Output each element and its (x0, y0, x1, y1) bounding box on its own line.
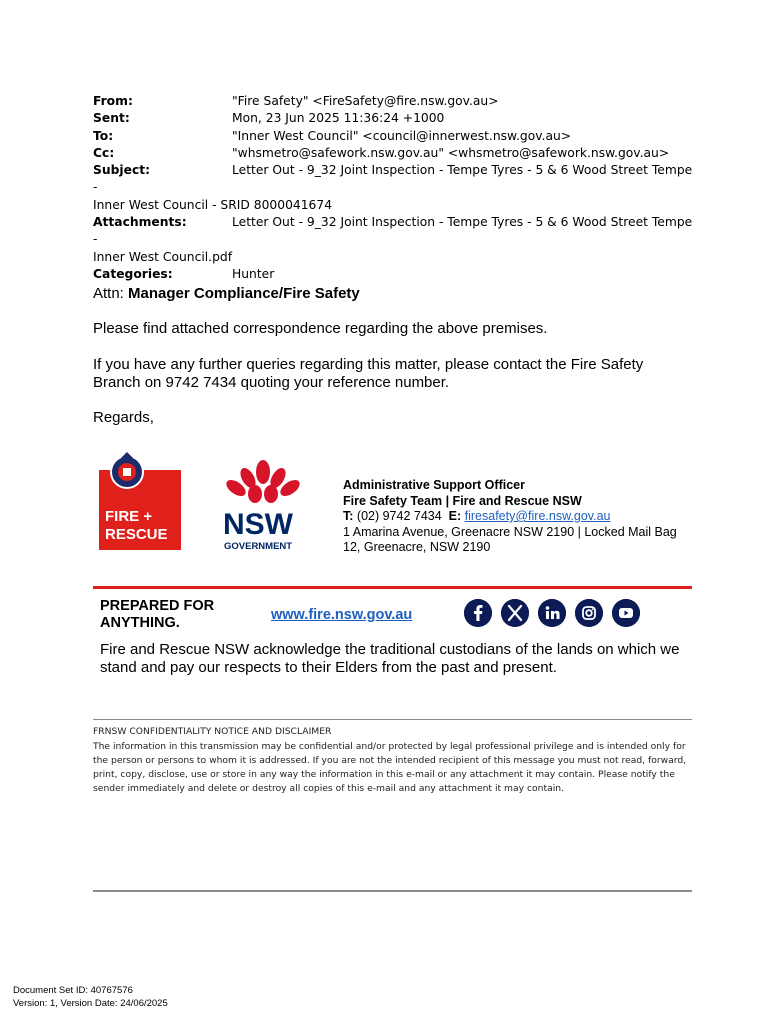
facebook-icon[interactable] (464, 599, 492, 627)
signature-block (343, 478, 688, 556)
fire-rescue-logo (99, 452, 181, 550)
from-row (93, 93, 693, 110)
phone-number: (02) 9742 7434 (356, 509, 442, 523)
attachments-row (93, 214, 693, 266)
sent-row (93, 110, 693, 127)
attachment-link-line1[interactable]: Letter Out - 9_32 Joint Inspection - Tempe Tyres - 5 & 6 Wood Street Tempe - (93, 215, 693, 247)
x-icon[interactable] (501, 599, 529, 627)
cc-value: "whsmetro@safework.nsw.gov.au" <whsmetro@safework.nsw.gov.au> (232, 145, 670, 160)
from-value: "Fire Safety" <FireSafety@fire.nsw.gov.au> (232, 94, 499, 108)
signature-title: Administrative Support Officer (343, 478, 525, 492)
linkedin-icon[interactable] (538, 599, 566, 627)
disclaimer-text: The information in this transmission may be confidential and/or protected by legal professional privilege and is intended only for the person or persons to whom it is addressed. If you are not the intended recipient of this message you must not read, forward, print, copy, disclose, use or store in any way the information in this e-mail or any attachment it may contain. Please notify the sender immediately and delete or destroy all copies of this e-mail and any attachment it may contain. (93, 741, 687, 794)
email-header (93, 93, 693, 283)
to-label: To: (93, 128, 114, 143)
categories-value: Hunter (232, 266, 275, 281)
tagline: PREPARED FOR ANYTHING. (100, 598, 215, 631)
document-version: Version: 1, Version Date: 24/06/2025 (13, 998, 168, 1009)
to-row (93, 128, 693, 145)
grey-divider-top (93, 719, 692, 720)
instagram-icon[interactable] (575, 599, 603, 627)
subject-row (93, 162, 693, 214)
subject-value-line2: Inner West Council - SRID 8000041674 (93, 197, 333, 212)
website-link[interactable]: www.fire.nsw.gov.au (271, 607, 413, 623)
to-value: "Inner West Council" <council@innerwest.nsw.gov.au> (232, 128, 572, 143)
acknowledgement: Fire and Rescue NSW acknowledge the traditional custodians of the lands on which we stand and pay our respects to their Elders from the past and present. (100, 641, 680, 676)
signature-contact (343, 509, 688, 525)
subject-label: Subject: (93, 163, 151, 178)
attachments-label: Attachments: (93, 215, 187, 230)
disclaimer-title: FRNSW CONFIDENTIALITY NOTICE AND DISCLAIMER (93, 726, 332, 737)
subject-value-line1: Letter Out - 9_32 Joint Inspection - Tempe Tyres - 5 & 6 Wood Street Tempe - (93, 163, 693, 195)
signature-team: Fire Safety Team | Fire and Rescue NSW (343, 493, 582, 508)
attn-prefix: Attn: (93, 285, 129, 302)
attachment-link-line2[interactable]: Inner West Council.pdf (93, 249, 233, 264)
nsw-gov-text: GOVERNMENT (224, 541, 293, 552)
regards: Regards, (93, 409, 154, 426)
attn-name: Manager Compliance/Fire Safety (128, 285, 360, 302)
attention-line (93, 285, 360, 302)
signature-address: 1 Amarina Avenue, Greenacre NSW 2190 | Locked Mail Bag 12, Greenacre, NSW 2190 (343, 524, 677, 554)
categories-label: Categories: (93, 266, 173, 281)
from-label: From: (93, 94, 133, 108)
youtube-icon[interactable] (612, 599, 640, 627)
social-links (464, 599, 640, 627)
phone-label: T: (343, 509, 354, 523)
document-set-id: Document Set ID: 40767576 (13, 985, 133, 996)
document-footer (13, 984, 168, 1010)
categories-row (93, 266, 693, 283)
body-paragraph-2: If you have any further queries regarding this matter, please contact the Fire Safety Branch on 9742 7434 quoting your reference number. (93, 356, 644, 391)
sent-label: Sent: (93, 111, 130, 126)
red-divider (93, 586, 692, 589)
email-label: E: (448, 509, 462, 523)
email-link[interactable]: firesafety@fire.nsw.gov.au (464, 509, 611, 523)
fire-rescue-text-1: FIRE + (105, 508, 153, 525)
sent-value: Mon, 23 Jun 2025 11:36:24 +1000 (232, 111, 445, 126)
grey-divider-bottom (93, 890, 692, 892)
cc-label: Cc: (93, 145, 115, 160)
nsw-government-logo (220, 460, 306, 552)
nsw-text: NSW (223, 508, 293, 541)
cc-row (93, 145, 693, 162)
body-paragraph-1: Please find attached correspondence regarding the above premises. (93, 320, 548, 337)
fire-rescue-text-2: RESCUE (105, 526, 168, 543)
